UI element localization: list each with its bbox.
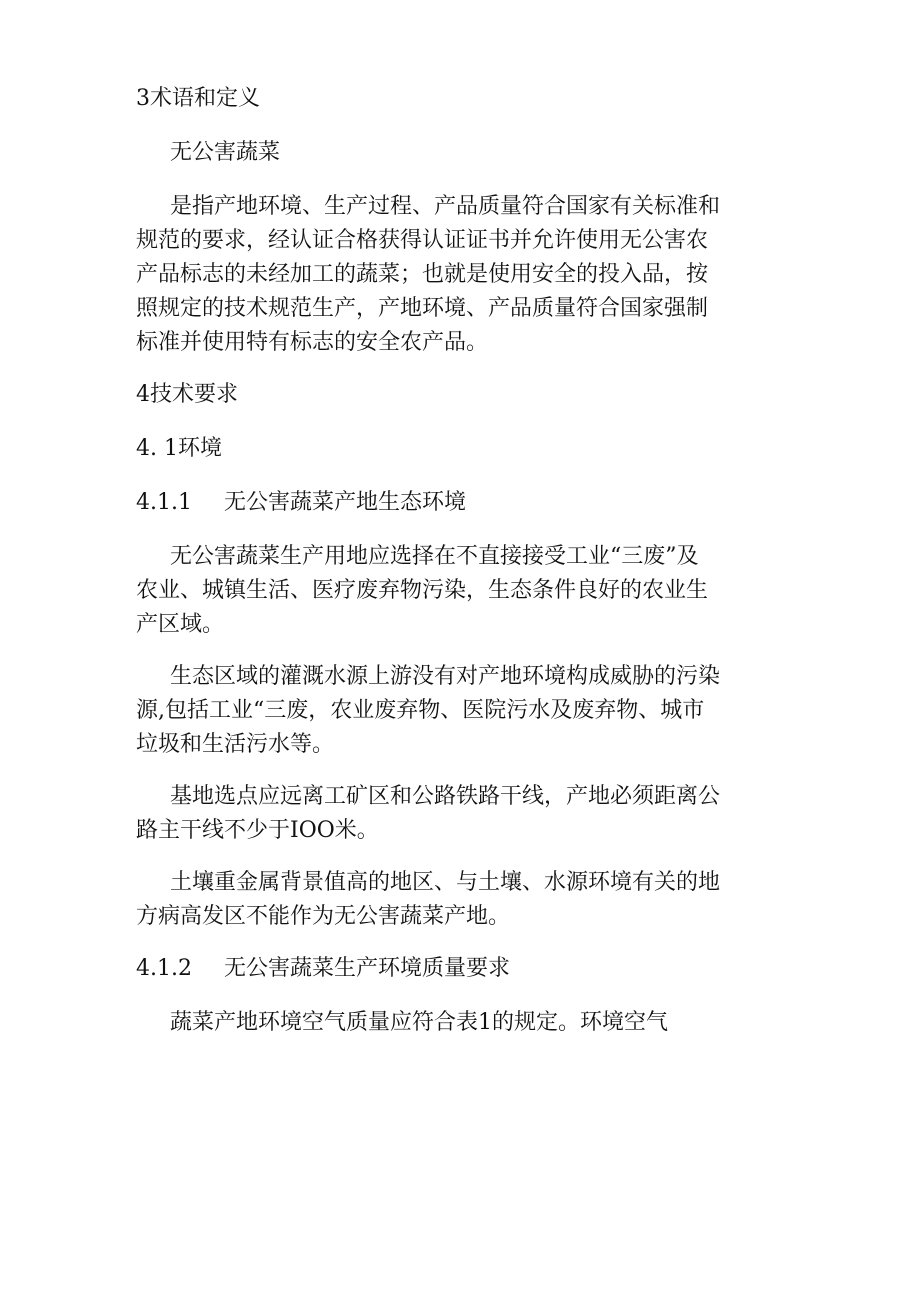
- text-line: 农业、城镇生活、医疗废弃物污染，生态条件良好的农业生: [136, 578, 709, 603]
- paragraph: [136, 866, 754, 934]
- text-line: 无公害蔬菜生产用地应选择在不直接接受工业“三废”及: [170, 544, 699, 569]
- section-3-heading: 3术语和定义: [136, 86, 260, 111]
- text-line: 是指产地环境、生产过程、产品质量符合国家有关标准和: [170, 194, 721, 219]
- section-4-1-heading: 4. 1环境: [136, 436, 222, 461]
- text-line: 路主干线不少于IOO米。: [136, 818, 379, 843]
- text-line: 规范的要求，经认证合格获得认证证书并允许使用无公害农: [136, 228, 709, 253]
- text-line: 土壤重金属背景值高的地区、与土壤、水源环境有关的地: [170, 870, 721, 895]
- text-line: 基地选点应远离工矿区和公路铁路干线，产地必须距离公: [170, 784, 721, 809]
- section-number: 4.1.1: [136, 490, 192, 515]
- text-line: 源,包括工业“三废，农业废弃物、医院污水及废弃物、城市: [136, 698, 705, 723]
- paragraph: [136, 1006, 754, 1040]
- term-title: 无公害蔬菜: [170, 140, 281, 165]
- text-line: 产区域。: [136, 612, 225, 637]
- document-page: [136, 82, 754, 1058]
- section-4-1-2-heading: [136, 952, 754, 986]
- text-line: 垃圾和生活污水等。: [136, 732, 335, 757]
- paragraph: [136, 540, 754, 642]
- section-title: 无公害蔬菜产地生态环境: [224, 490, 467, 515]
- section-4-1-1-heading: [136, 486, 754, 520]
- text-line: 标准并使用特有标志的安全农产品。: [136, 330, 489, 355]
- text-line: 产品标志的未经加工的蔬菜；也就是使用安全的投入品，按: [136, 262, 709, 287]
- text-line: 生态区域的灌溉水源上游没有对产地环境构成威胁的污染: [170, 664, 721, 689]
- paragraph: [136, 660, 754, 762]
- section-number: 4.1.2: [136, 956, 192, 981]
- text-line: 蔬菜产地环境空气质量应符合表1的规定。环境空气: [170, 1010, 668, 1035]
- paragraph: [136, 780, 754, 848]
- term-definition: [136, 190, 754, 360]
- section-4-heading: 4技术要求: [136, 382, 238, 407]
- text-line: 照规定的技术规范生产，产地环境、产品质量符合国家强制: [136, 296, 709, 321]
- section-title: 无公害蔬菜生产环境质量要求: [224, 956, 511, 981]
- text-line: 方病高发区不能作为无公害蔬菜产地。: [136, 904, 511, 929]
